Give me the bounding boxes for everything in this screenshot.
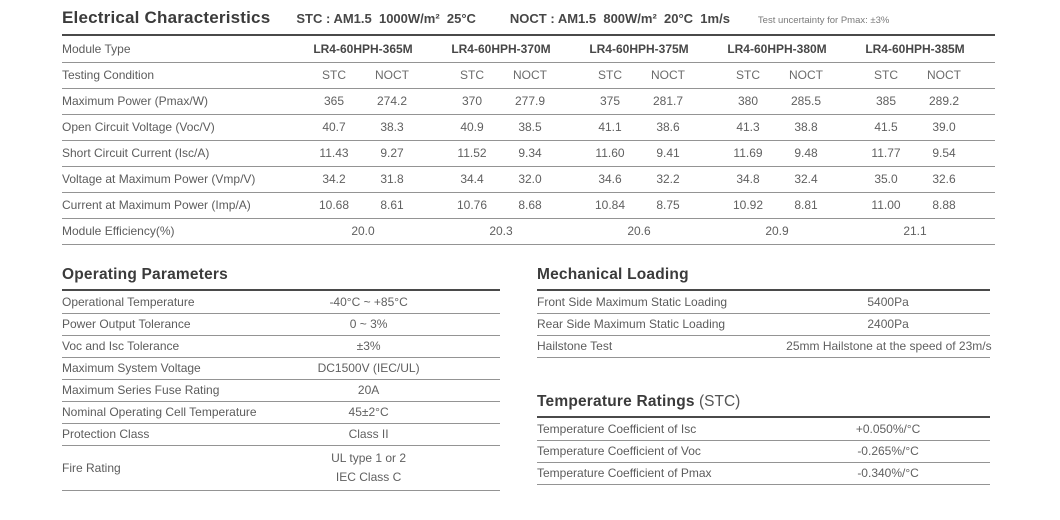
row-value: 20A bbox=[237, 379, 500, 401]
module-type-cell: LR4-60HPH-365M bbox=[305, 36, 421, 62]
row-label: Temperature Coefficient of Pmax bbox=[537, 462, 786, 484]
table-row bbox=[537, 440, 990, 462]
condition-header-noct: NOCT bbox=[639, 62, 697, 88]
cell: 20.0 bbox=[305, 218, 421, 244]
row-label: Fire Rating bbox=[62, 445, 237, 490]
row-label: Temperature Coefficient of Voc bbox=[537, 440, 786, 462]
cell: 40.9 bbox=[443, 114, 501, 140]
noct-test-condition: NOCT : AM1.5 800W/m² 20°C 1m/s bbox=[509, 11, 730, 26]
cell: 11.00 bbox=[857, 192, 915, 218]
row-label: Temperature Coefficient of Isc bbox=[537, 418, 786, 440]
row-value: -0.265%/°C bbox=[786, 440, 990, 462]
row-value: 45±2°C bbox=[237, 401, 500, 423]
cell: 40.7 bbox=[305, 114, 363, 140]
row-label: Open Circuit Voltage (Voc/V) bbox=[62, 114, 305, 140]
fire-rating-line-1: UL type 1 or 2 bbox=[331, 450, 407, 465]
row-value: ±3% bbox=[237, 335, 500, 357]
cell: 35.0 bbox=[857, 166, 915, 192]
cell: 34.2 bbox=[305, 166, 363, 192]
spacer-cell bbox=[973, 62, 995, 88]
cell: 38.3 bbox=[363, 114, 421, 140]
table-row bbox=[62, 313, 500, 335]
operating-parameters-table bbox=[62, 291, 500, 491]
table-row bbox=[537, 313, 990, 335]
module-type-cell: LR4-60HPH-380M bbox=[719, 36, 835, 62]
condition-header-noct: NOCT bbox=[501, 62, 559, 88]
row-value: +0.050%/°C bbox=[786, 418, 990, 440]
temperature-ratings-header bbox=[537, 393, 990, 418]
cell: 38.6 bbox=[639, 114, 697, 140]
row-label: Hailstone Test bbox=[537, 335, 786, 357]
row-label: Short Circuit Current (Isc/A) bbox=[62, 140, 305, 166]
spacer-cell bbox=[973, 140, 995, 166]
row-value: Class II bbox=[237, 423, 500, 445]
table-row-efficiency bbox=[62, 218, 995, 244]
row-label: Module Type bbox=[62, 36, 305, 62]
spacer-cell bbox=[559, 62, 581, 88]
spacer-cell bbox=[421, 114, 443, 140]
cell: 39.0 bbox=[915, 114, 973, 140]
spacer-cell bbox=[559, 166, 581, 192]
module-type-cell: LR4-60HPH-375M bbox=[581, 36, 697, 62]
row-value: 25mm Hailstone at the speed of 23m/s bbox=[786, 335, 990, 357]
row-value: 0 ~ 3% bbox=[237, 313, 500, 335]
cell: 370 bbox=[443, 88, 501, 114]
spacer-cell bbox=[697, 218, 719, 244]
cell: 34.6 bbox=[581, 166, 639, 192]
spacer-cell bbox=[835, 140, 857, 166]
cell: 34.8 bbox=[719, 166, 777, 192]
row-value: 5400Pa bbox=[786, 291, 990, 313]
table-row bbox=[537, 291, 990, 313]
spacer-cell bbox=[835, 62, 857, 88]
module-type-row bbox=[62, 36, 995, 62]
operating-parameters-header bbox=[62, 266, 500, 291]
table-row bbox=[62, 291, 500, 313]
spacer-cell bbox=[421, 166, 443, 192]
row-label: Testing Condition bbox=[62, 62, 305, 88]
cell: 385 bbox=[857, 88, 915, 114]
cell: 31.8 bbox=[363, 166, 421, 192]
spacer-cell bbox=[973, 114, 995, 140]
cell: 10.76 bbox=[443, 192, 501, 218]
spacer-cell bbox=[835, 166, 857, 192]
spacer-cell bbox=[559, 114, 581, 140]
spacer-cell bbox=[559, 88, 581, 114]
operating-parameters-section bbox=[62, 266, 500, 491]
cell: 20.3 bbox=[443, 218, 559, 244]
spacer-cell bbox=[697, 88, 719, 114]
spacer-cell bbox=[835, 114, 857, 140]
spacer-cell bbox=[697, 114, 719, 140]
row-value: -0.340%/°C bbox=[786, 462, 990, 484]
row-label: Module Efficiency(%) bbox=[62, 218, 305, 244]
cell: 9.41 bbox=[639, 140, 697, 166]
cell: 20.9 bbox=[719, 218, 835, 244]
table-row-fire-rating bbox=[62, 445, 500, 490]
electrical-header bbox=[62, 8, 995, 36]
row-label: Nominal Operating Cell Temperature bbox=[62, 401, 237, 423]
spacer-cell bbox=[697, 192, 719, 218]
cell: 11.60 bbox=[581, 140, 639, 166]
cell: 32.6 bbox=[915, 166, 973, 192]
table-row bbox=[537, 335, 990, 357]
section-title-mechanical: Mechanical Loading bbox=[537, 266, 689, 283]
testing-condition-row bbox=[62, 62, 995, 88]
cell: 9.27 bbox=[363, 140, 421, 166]
cell: 10.92 bbox=[719, 192, 777, 218]
cell: 11.69 bbox=[719, 140, 777, 166]
spacer-cell bbox=[835, 88, 857, 114]
row-label: Voltage at Maximum Power (Vmp/V) bbox=[62, 166, 305, 192]
cell: 32.0 bbox=[501, 166, 559, 192]
spacer-cell bbox=[559, 218, 581, 244]
spacer-cell bbox=[559, 192, 581, 218]
cell: 34.4 bbox=[443, 166, 501, 192]
spacer-cell bbox=[973, 218, 995, 244]
section-title-temperature: Temperature Ratings bbox=[537, 393, 695, 410]
table-row bbox=[537, 462, 990, 484]
cell: 32.2 bbox=[639, 166, 697, 192]
cell: 277.9 bbox=[501, 88, 559, 114]
cell: 8.81 bbox=[777, 192, 835, 218]
spacer-cell bbox=[697, 166, 719, 192]
cell: 285.5 bbox=[777, 88, 835, 114]
cell: 41.5 bbox=[857, 114, 915, 140]
spacer-cell bbox=[697, 62, 719, 88]
row-value: DC1500V (IEC/UL) bbox=[237, 357, 500, 379]
row-label: Maximum Series Fuse Rating bbox=[62, 379, 237, 401]
table-row-vmp bbox=[62, 166, 995, 192]
spacer-cell bbox=[421, 36, 443, 62]
cell: 11.52 bbox=[443, 140, 501, 166]
spacer-cell bbox=[559, 140, 581, 166]
row-value bbox=[237, 445, 500, 490]
condition-header-noct: NOCT bbox=[777, 62, 835, 88]
row-value: 2400Pa bbox=[786, 313, 990, 335]
cell: 21.1 bbox=[857, 218, 973, 244]
row-label: Current at Maximum Power (Imp/A) bbox=[62, 192, 305, 218]
cell: 10.68 bbox=[305, 192, 363, 218]
table-row bbox=[62, 379, 500, 401]
spacer-cell bbox=[421, 62, 443, 88]
cell: 365 bbox=[305, 88, 363, 114]
row-label: Rear Side Maximum Static Loading bbox=[537, 313, 786, 335]
spacer-cell bbox=[421, 192, 443, 218]
fire-rating-line-2: IEC Class C bbox=[335, 469, 402, 484]
table-row bbox=[62, 401, 500, 423]
table-row-isc bbox=[62, 140, 995, 166]
mechanical-loading-table bbox=[537, 291, 990, 358]
cell: 8.68 bbox=[501, 192, 559, 218]
cell: 380 bbox=[719, 88, 777, 114]
condition-header-stc: STC bbox=[443, 62, 501, 88]
module-type-cell: LR4-60HPH-385M bbox=[857, 36, 973, 62]
cell: 41.3 bbox=[719, 114, 777, 140]
row-label: Protection Class bbox=[62, 423, 237, 445]
cell: 8.75 bbox=[639, 192, 697, 218]
module-type-cell: LR4-60HPH-370M bbox=[443, 36, 559, 62]
table-row-imp bbox=[62, 192, 995, 218]
row-label: Maximum Power (Pmax/W) bbox=[62, 88, 305, 114]
cell: 38.8 bbox=[777, 114, 835, 140]
cell: 8.61 bbox=[363, 192, 421, 218]
cell: 41.1 bbox=[581, 114, 639, 140]
spacer-cell bbox=[835, 192, 857, 218]
row-value: -40°C ~ +85°C bbox=[237, 291, 500, 313]
test-uncertainty-note: Test uncertainty for Pmax: ±3% bbox=[757, 15, 890, 26]
condition-header-stc: STC bbox=[719, 62, 777, 88]
condition-header-noct: NOCT bbox=[915, 62, 973, 88]
cell: 20.6 bbox=[581, 218, 697, 244]
temperature-ratings-section bbox=[537, 393, 990, 485]
spacer-cell bbox=[835, 218, 857, 244]
cell: 11.77 bbox=[857, 140, 915, 166]
cell: 9.34 bbox=[501, 140, 559, 166]
section-title-operating: Operating Parameters bbox=[62, 266, 228, 283]
spacer-cell bbox=[697, 36, 719, 62]
spacer-cell bbox=[973, 88, 995, 114]
cell: 10.84 bbox=[581, 192, 639, 218]
table-row-voc bbox=[62, 114, 995, 140]
cell: 9.48 bbox=[777, 140, 835, 166]
spacer-cell bbox=[421, 88, 443, 114]
table-row bbox=[62, 357, 500, 379]
cell: 274.2 bbox=[363, 88, 421, 114]
condition-header-stc: STC bbox=[581, 62, 639, 88]
spacer-cell bbox=[973, 166, 995, 192]
section-title-suffix: (STC) bbox=[694, 393, 741, 410]
spacer-cell bbox=[973, 192, 995, 218]
spacer-cell bbox=[421, 140, 443, 166]
cell: 289.2 bbox=[915, 88, 973, 114]
mechanical-loading-section bbox=[537, 266, 990, 358]
row-label: Maximum System Voltage bbox=[62, 357, 237, 379]
spacer-cell bbox=[559, 36, 581, 62]
electrical-table bbox=[62, 36, 995, 245]
cell: 281.7 bbox=[639, 88, 697, 114]
row-label: Front Side Maximum Static Loading bbox=[537, 291, 786, 313]
condition-header-stc: STC bbox=[857, 62, 915, 88]
spacer-cell bbox=[421, 218, 443, 244]
cell: 11.43 bbox=[305, 140, 363, 166]
section-title-electrical: Electrical Characteristics bbox=[62, 8, 271, 27]
table-row bbox=[62, 335, 500, 357]
temperature-ratings-table bbox=[537, 418, 990, 485]
cell: 9.54 bbox=[915, 140, 973, 166]
cell: 8.88 bbox=[915, 192, 973, 218]
table-row bbox=[537, 418, 990, 440]
stc-test-condition: STC : AM1.5 1000W/m² 25°C bbox=[296, 11, 476, 26]
table-row-max-power bbox=[62, 88, 995, 114]
cell: 38.5 bbox=[501, 114, 559, 140]
spacer-cell bbox=[697, 140, 719, 166]
electrical-characteristics-section bbox=[62, 8, 995, 245]
condition-header-stc: STC bbox=[305, 62, 363, 88]
cell: 375 bbox=[581, 88, 639, 114]
row-label: Voc and Isc Tolerance bbox=[62, 335, 237, 357]
condition-header-noct: NOCT bbox=[363, 62, 421, 88]
spacer-cell bbox=[973, 36, 995, 62]
cell: 32.4 bbox=[777, 166, 835, 192]
row-label: Operational Temperature bbox=[62, 291, 237, 313]
mechanical-loading-header bbox=[537, 266, 990, 291]
row-label: Power Output Tolerance bbox=[62, 313, 237, 335]
table-row bbox=[62, 423, 500, 445]
spacer-cell bbox=[835, 36, 857, 62]
